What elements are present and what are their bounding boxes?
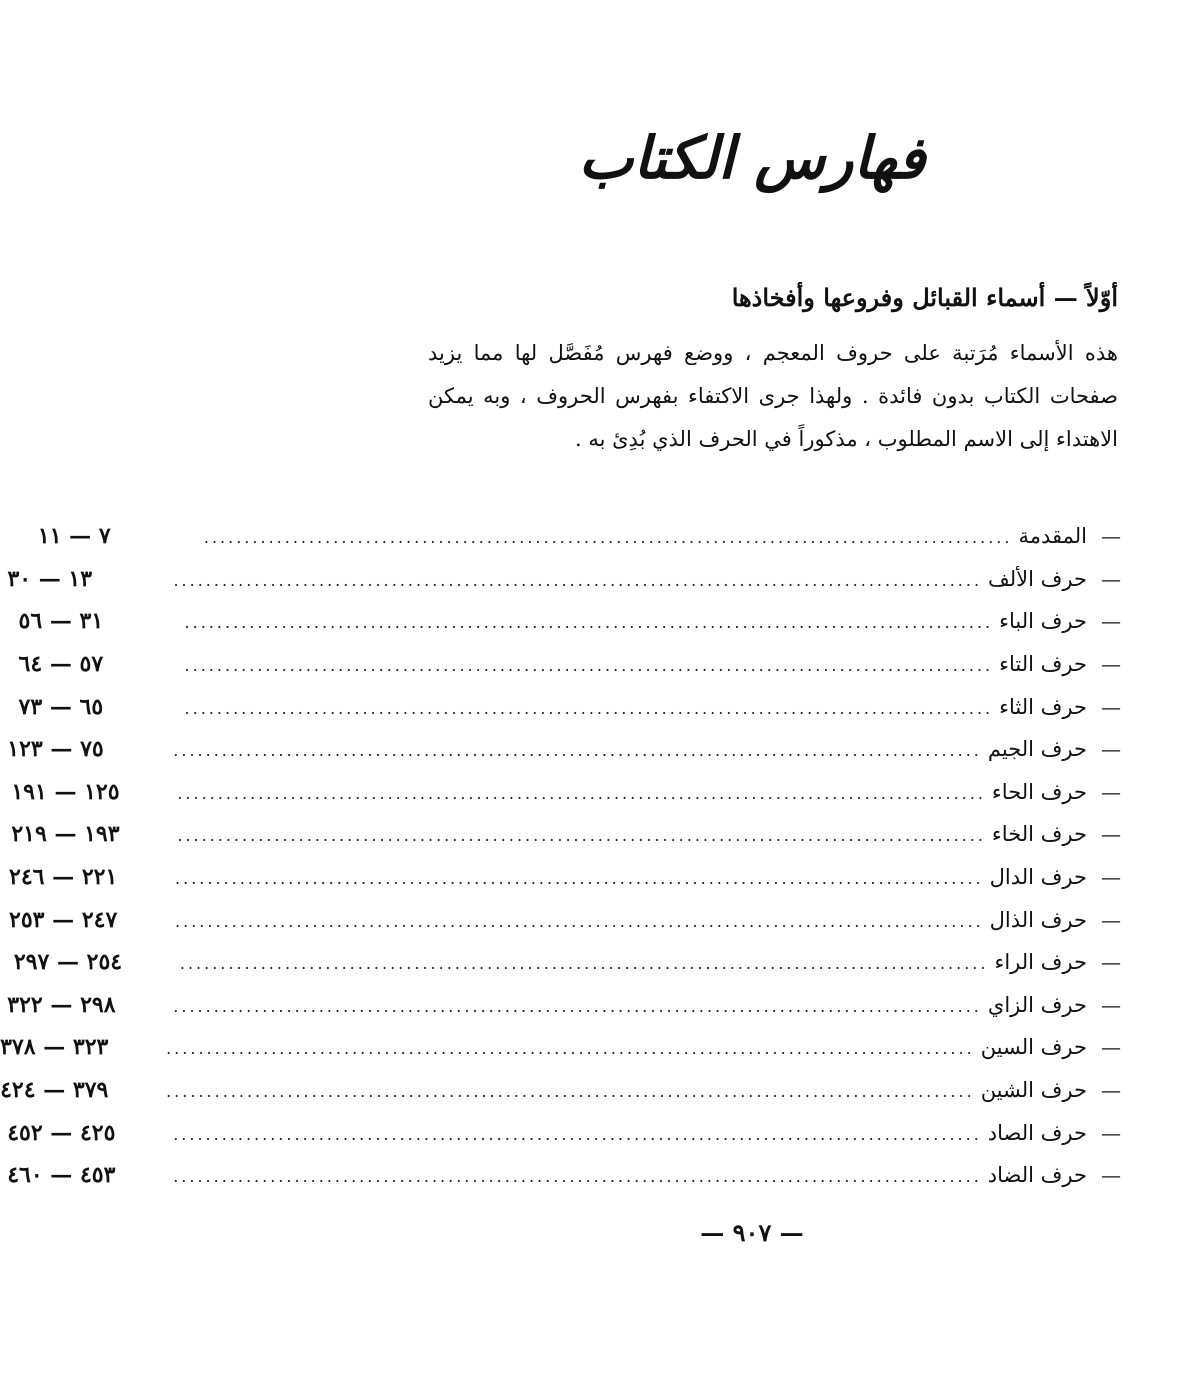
row-page-range: ٢٢١ — ٢٤٦ bbox=[9, 864, 118, 891]
dot-leader: .................................................................................................... bbox=[184, 656, 994, 676]
row-label: المقدمة bbox=[1018, 524, 1087, 549]
row-dash: — bbox=[1101, 694, 1121, 719]
row-dash: — bbox=[1101, 822, 1121, 847]
row-dash: — bbox=[1101, 1120, 1121, 1145]
row-dash: — bbox=[1101, 652, 1121, 677]
row-page-range: ٣١ — ٥٦ bbox=[18, 608, 104, 635]
intro-paragraph: هذه الأسماء مُرَتبة على حروف المعجم ، ووضع فهرس مُفَصَّل لها مما يزيد صفحات الكتاب بدون فائدة . ولهذا جرى الاكتفاء بفهرس الحروف ، وبه يمكن الاهتداء إلى الاسم المطلوب ، مذكوراً في الحرف الذي بُدِئ به . bbox=[428, 341, 1118, 451]
row-page-range: ٢٩٨ — ٣٢٢ bbox=[7, 991, 116, 1018]
toc-row-alif[interactable] bbox=[7, 558, 1121, 601]
toc-row-jim[interactable] bbox=[7, 728, 1121, 771]
row-page-range: ٣٧٩ — ٤٢٤ bbox=[0, 1077, 109, 1104]
dot-leader: .................................................................................................... bbox=[173, 570, 983, 590]
row-dash: — bbox=[1101, 950, 1121, 975]
row-dash: — bbox=[1101, 779, 1121, 804]
row-dash: — bbox=[1101, 1035, 1121, 1060]
row-label: حرف الباء bbox=[999, 609, 1087, 634]
row-page-range: ٤٥٣ — ٤٦٠ bbox=[7, 1162, 116, 1189]
row-page-range: ١٩٣ — ٢١٩ bbox=[11, 821, 120, 848]
page-title: فهارس الكتاب bbox=[578, 124, 926, 192]
row-label: حرف الراء bbox=[994, 950, 1087, 975]
toc-row-sad[interactable] bbox=[7, 1111, 1121, 1154]
toc-row-ra[interactable] bbox=[13, 941, 1121, 984]
row-dash: — bbox=[1101, 1078, 1121, 1103]
dot-leader: .................................................................................................... bbox=[166, 1082, 975, 1102]
row-page-range: ٤٢٥ — ٤٥٢ bbox=[7, 1119, 116, 1146]
toc-row-zay[interactable] bbox=[7, 984, 1121, 1027]
toc-row-ha[interactable] bbox=[11, 771, 1121, 814]
row-page-range: ٦٥ — ٧٣ bbox=[18, 693, 104, 720]
row-page-range: ٢٥٤ — ٢٩٧ bbox=[13, 949, 123, 976]
row-label: حرف الثاء bbox=[999, 694, 1087, 719]
toc-row-sin[interactable] bbox=[0, 1026, 1121, 1069]
row-label: حرف الحاء bbox=[991, 779, 1087, 804]
toc-row-dhal[interactable] bbox=[9, 898, 1121, 941]
toc-row-ta[interactable] bbox=[18, 643, 1121, 686]
row-page-range: ٥٧ — ٦٤ bbox=[18, 651, 104, 678]
toc-row-shin[interactable] bbox=[0, 1069, 1121, 1112]
dot-leader: .................................................................................................... bbox=[179, 954, 989, 974]
dot-leader: .................................................................................................... bbox=[203, 528, 1013, 548]
dot-leader: .................................................................................................... bbox=[173, 741, 982, 761]
row-dash: — bbox=[1101, 566, 1121, 591]
row-label: حرف الضاد bbox=[987, 1163, 1087, 1188]
dot-leader: .................................................................................................... bbox=[177, 826, 986, 846]
row-dash: — bbox=[1101, 907, 1121, 932]
dot-leader: .................................................................................................... bbox=[173, 1124, 982, 1144]
dot-leader: .................................................................................................... bbox=[166, 1039, 975, 1059]
row-page-range: ١٢٥ — ١٩١ bbox=[11, 778, 120, 805]
row-page-range: ٧ — ١١ bbox=[37, 523, 111, 550]
dot-leader: .................................................................................................... bbox=[177, 783, 986, 803]
row-label: حرف الذال bbox=[989, 907, 1087, 932]
row-label: حرف التاء bbox=[999, 652, 1087, 677]
toc-row-dal[interactable] bbox=[9, 856, 1121, 899]
row-label: حرف الألف bbox=[988, 566, 1087, 591]
row-page-range: ٧٥ — ١٢٣ bbox=[7, 736, 104, 763]
toc-row-ba[interactable] bbox=[18, 600, 1121, 643]
table-of-contents bbox=[0, 515, 1121, 1197]
row-dash: — bbox=[1101, 737, 1121, 762]
dot-leader: .................................................................................................... bbox=[184, 698, 994, 718]
row-dash: — bbox=[1101, 865, 1121, 890]
dot-leader: .................................................................................................... bbox=[173, 1167, 982, 1187]
toc-row-tha[interactable] bbox=[18, 685, 1121, 728]
row-dash: — bbox=[1101, 1163, 1121, 1188]
row-page-range: ٣٢٣ — ٣٧٨ bbox=[0, 1034, 109, 1061]
row-dash: — bbox=[1101, 992, 1121, 1017]
toc-row-introduction[interactable] bbox=[37, 515, 1121, 558]
dot-leader: .................................................................................................... bbox=[175, 911, 984, 931]
row-label: حرف الدال bbox=[989, 865, 1087, 890]
row-label: حرف الخاء bbox=[991, 822, 1087, 847]
toc-row-kha[interactable] bbox=[11, 813, 1121, 856]
dot-leader: .................................................................................................... bbox=[175, 869, 984, 889]
row-dash: — bbox=[1101, 524, 1121, 549]
section-heading: أوّلاً — أسماء القبائل وفروعها وأفخاذها bbox=[731, 283, 1118, 312]
row-label: حرف الجيم bbox=[987, 737, 1087, 762]
row-page-range: ١٣ — ٣٠ bbox=[7, 565, 93, 592]
dot-leader: .................................................................................................... bbox=[173, 996, 982, 1016]
toc-row-dad[interactable] bbox=[7, 1154, 1121, 1197]
row-label: حرف الصاد bbox=[987, 1120, 1087, 1145]
dot-leader: .................................................................................................... bbox=[184, 613, 994, 633]
row-label: حرف الزاي bbox=[987, 992, 1087, 1017]
row-dash: — bbox=[1101, 609, 1121, 634]
row-label: حرف الشين bbox=[980, 1078, 1087, 1103]
row-page-range: ٢٤٧ — ٢٥٣ bbox=[9, 906, 118, 933]
row-label: حرف السين bbox=[980, 1035, 1087, 1060]
page-number: — ٩٠٧ — bbox=[700, 1218, 804, 1247]
